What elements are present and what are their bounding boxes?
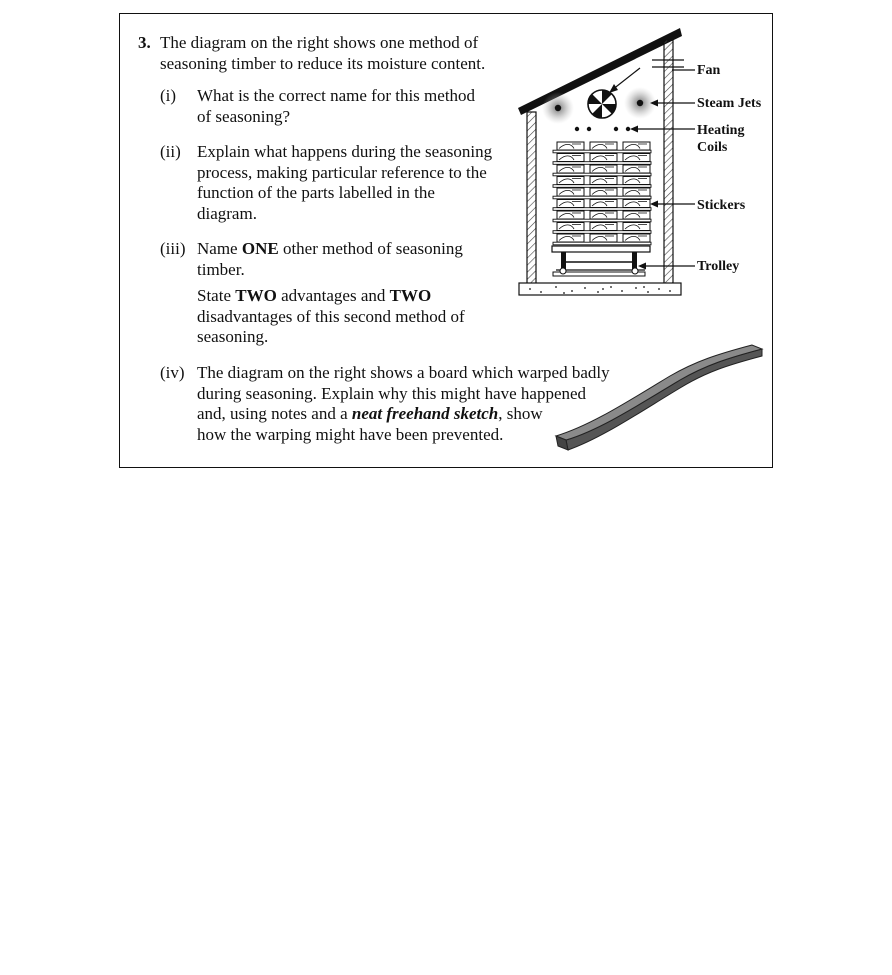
timber-board bbox=[623, 177, 650, 185]
part-iv-line-2: during seasoning. Explain why this might have happened bbox=[197, 383, 587, 403]
sticker bbox=[553, 219, 651, 222]
speckle bbox=[610, 286, 612, 288]
part-i-line-2: of seasoning? bbox=[197, 106, 291, 126]
part-iii-line-2: timber. bbox=[197, 259, 245, 279]
part-iv-line-4: how the warping might have been prevented. bbox=[197, 424, 504, 444]
timber-board bbox=[623, 142, 650, 150]
timber-board bbox=[557, 177, 584, 185]
part-iii-line-3: State TWO advantages and TWO bbox=[197, 286, 432, 305]
timber-board bbox=[590, 234, 617, 242]
timber-board bbox=[623, 165, 650, 173]
sticker bbox=[553, 162, 651, 165]
kiln-left-wall bbox=[527, 112, 536, 284]
part-ii-line-3: function of the parts labelled in the bbox=[197, 183, 435, 202]
part-ii-line-1: Explain what happens during the seasoning bbox=[197, 142, 493, 161]
part-iv-line-1: The diagram on the right shows a board which warped badly bbox=[197, 363, 610, 382]
trolley bbox=[552, 246, 650, 276]
timber-board bbox=[590, 154, 617, 162]
timber-board bbox=[557, 200, 584, 208]
timber-stack bbox=[553, 142, 651, 245]
speckle bbox=[555, 286, 557, 288]
speckle bbox=[669, 290, 671, 292]
question-number: 3. bbox=[138, 33, 151, 52]
speckle bbox=[597, 291, 599, 293]
timber-board bbox=[557, 234, 584, 242]
label-stickers: Stickers bbox=[697, 198, 746, 213]
timber-board bbox=[623, 234, 650, 242]
speckle bbox=[602, 288, 604, 290]
sticker bbox=[553, 185, 651, 188]
speckle bbox=[563, 292, 565, 294]
kiln-right-wall bbox=[664, 40, 673, 284]
part-iii-line-4: disadvantages of this second method of bbox=[197, 306, 465, 326]
heating-coils-icon bbox=[575, 127, 630, 131]
timber-board bbox=[557, 165, 584, 173]
timber-board bbox=[557, 223, 584, 231]
timber-board bbox=[590, 200, 617, 208]
warped-board bbox=[556, 345, 762, 450]
part-i-label: (i) bbox=[160, 86, 177, 105]
part-iv-line-3: and, using notes and a neat freehand sketch, show bbox=[197, 404, 543, 423]
speckle bbox=[529, 288, 531, 290]
part-iii-line-5: seasoning. bbox=[197, 327, 269, 346]
speckle bbox=[621, 290, 623, 292]
timber-board bbox=[557, 211, 584, 219]
label-steam-jets: Steam Jets bbox=[697, 96, 762, 111]
part-ii-line-2: process, making particular reference to the bbox=[197, 162, 487, 182]
label-heating: Heating bbox=[697, 123, 745, 138]
speckle bbox=[658, 288, 660, 290]
speckle bbox=[635, 287, 637, 289]
timber-board bbox=[623, 200, 650, 208]
part-ii-line-4: diagram. bbox=[197, 203, 257, 223]
part-iv-label: (iv) bbox=[160, 363, 185, 382]
timber-board bbox=[557, 142, 584, 150]
timber-board bbox=[590, 211, 617, 219]
intro-line-1: The diagram on the right shows one method of bbox=[160, 33, 479, 52]
sticker bbox=[553, 196, 651, 199]
concrete-base bbox=[519, 283, 681, 295]
part-ii-label: (ii) bbox=[160, 142, 181, 161]
part-iii-label: (iii) bbox=[160, 239, 186, 258]
speckle bbox=[584, 287, 586, 289]
intro-line-2: seasoning timber to reduce its moisture content. bbox=[160, 53, 486, 73]
timber-board bbox=[623, 188, 650, 196]
timber-board bbox=[590, 165, 617, 173]
part-iii-one: ONE bbox=[241, 239, 279, 258]
speckle bbox=[571, 290, 573, 292]
sticker bbox=[553, 242, 651, 245]
timber-board bbox=[623, 211, 650, 219]
speckle bbox=[540, 291, 542, 293]
part-i-line-1: What is the correct name for this method bbox=[197, 86, 476, 105]
sticker bbox=[553, 208, 651, 211]
speckle bbox=[647, 291, 649, 293]
sticker bbox=[553, 173, 651, 176]
fan-icon bbox=[588, 90, 616, 118]
timber-board bbox=[623, 223, 650, 231]
speckle bbox=[643, 286, 645, 288]
part-iii-line-1: Name ONE other method of seasoning bbox=[197, 239, 463, 258]
label-trolley: Trolley bbox=[697, 259, 740, 274]
neat-freehand-sketch: neat freehand sketch bbox=[351, 404, 499, 423]
timber-board bbox=[557, 188, 584, 196]
timber-board bbox=[557, 154, 584, 162]
timber-board bbox=[590, 188, 617, 196]
steam-jet-left-icon bbox=[542, 92, 574, 124]
sticker bbox=[553, 231, 651, 234]
timber-board bbox=[623, 154, 650, 162]
label-fan: Fan bbox=[697, 63, 721, 78]
label-coils: Coils bbox=[697, 140, 728, 155]
timber-board bbox=[590, 177, 617, 185]
timber-board bbox=[590, 142, 617, 150]
sticker bbox=[553, 150, 651, 153]
timber-board bbox=[590, 223, 617, 231]
